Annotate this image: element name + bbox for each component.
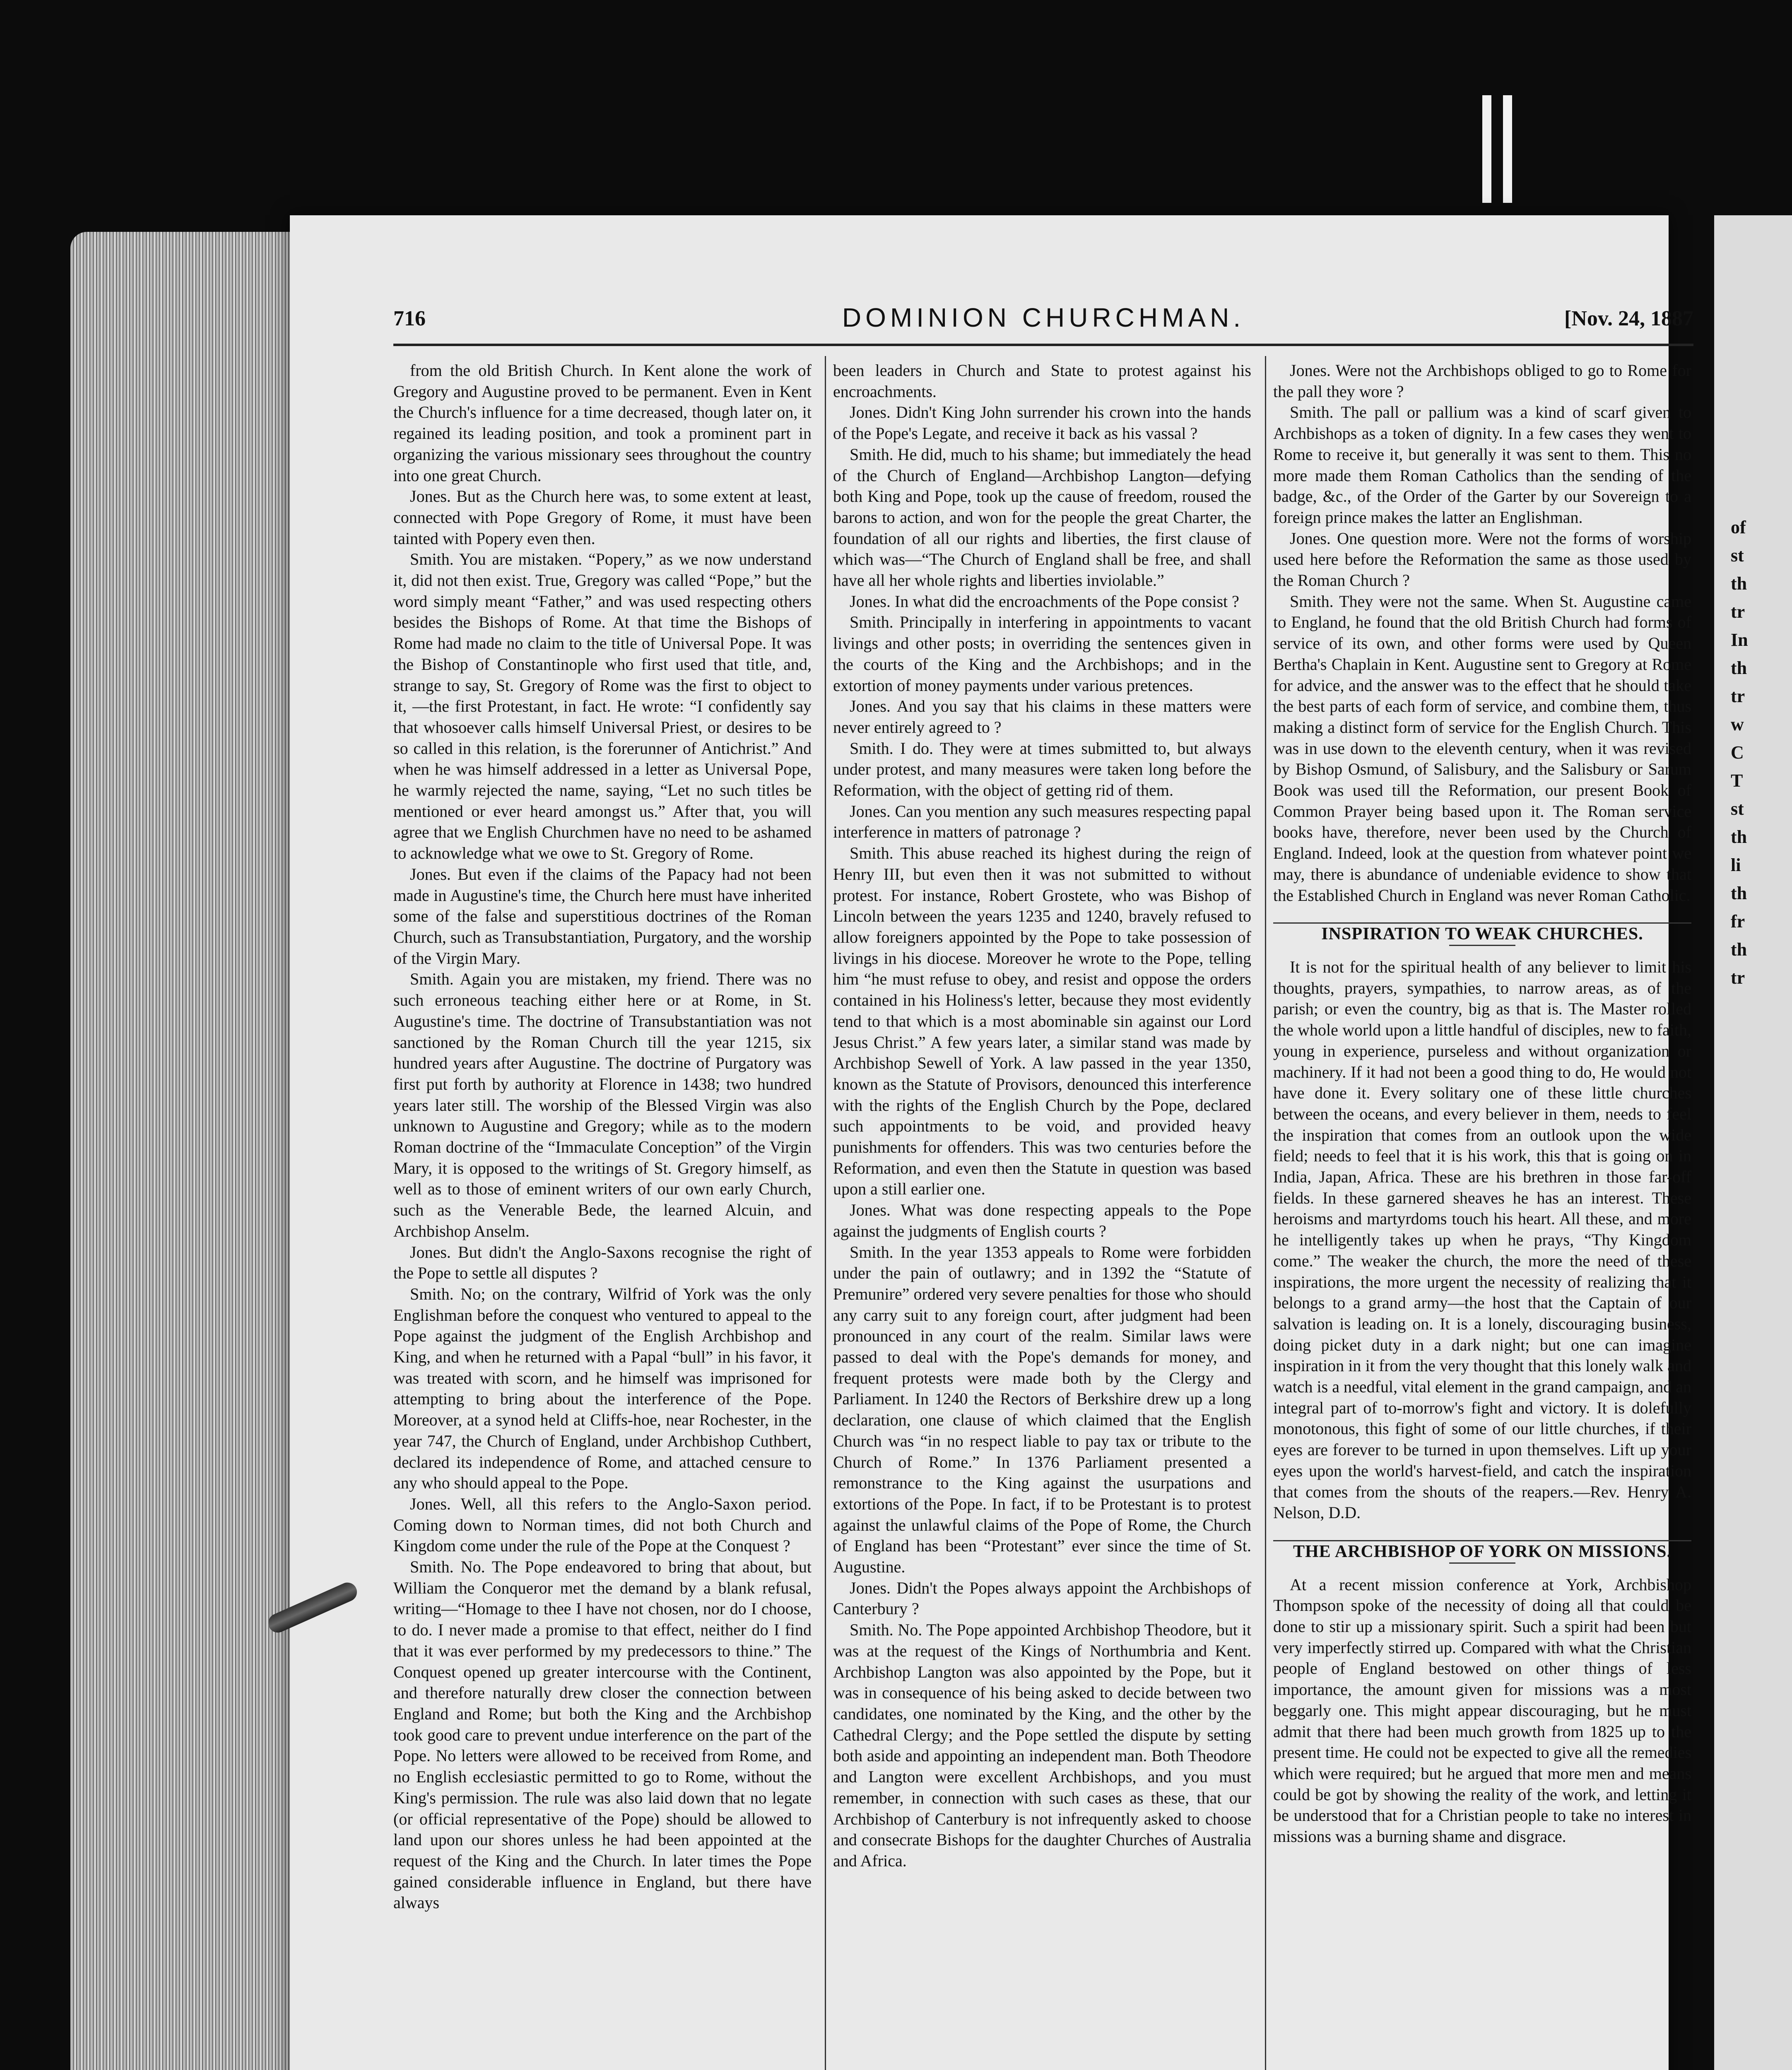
column-3 [1273, 360, 1691, 1847]
facing-page-fragment: w [1731, 714, 1744, 734]
facing-page-strip [1714, 215, 1792, 2070]
facing-page-fragment: fr [1731, 911, 1745, 932]
paragraph: Jones. In what did the encroachments of the Pope consist ? [850, 592, 1239, 611]
issue-date: [Nov. 24, 1887 [1564, 307, 1693, 330]
facing-page-fragment: T [1731, 770, 1743, 791]
facing-page-fragment: C [1731, 742, 1744, 763]
paragraph: Smith. The pall or pallium was a kind of scarf given to Archbishops as a token of dignity. In a few cases they went to Rome to receive it, but generally it was sent to them. This no more made them Roman Catholics than the sending of the badge, &c., of the Order of the Garter by our Sovereign to a foreign prince makes the latter an Englishman. [1273, 403, 1691, 527]
paragraph: Smith. Principally in interfering in appointments to vacant livings and other posts; in overriding the sentences given in the courts of the King and the Archbishops; and in the extortion of money payments under various pretences. [833, 613, 1251, 695]
heading-rule [1449, 1562, 1515, 1564]
paragraph: Jones. Well, all this refers to the Anglo-Saxon period. Coming down to Norman times, did not both Church and Kingdom come under the rule of the Pope at the Conquest ? [393, 1494, 812, 1555]
paragraph: Jones. One question more. Were not the forms of worship used here before the Reformation the same as those used by the Roman Church ? [1273, 529, 1691, 590]
column-1 [393, 360, 812, 1914]
book-page-edges [70, 232, 302, 2070]
article-body: It is not for the spiritual health of any believer to limit his thoughts, prayers, sympathies, to narrow areas, as of the parish; or even the country, big as that is. The Master rolled the whole world upon a little handful of disciples, new to faith, young in experience, purseless and without organization or machinery. If it had not been a good thing to do, He would not have done it. Every solitary one of these little churches between the oceans, and every believer in them, needs to feel the inspiration that comes from an outlook upon the wide field; needs to feel that it is his work, this that is going on in India, Japan, Africa. These are his brethren in those far-off fields. In these garnered sheaves he has an interest. These heroisms and martyrdoms touch his heart. All these, and more he intelligently takes up when he prays, “Thy Kingdom come.” The weaker the church, the more the need of these inspirations, the more urgent the necessity of realizing that it belongs to a grand army—the host that the Captain of our salvation is leading on. It is a lonely, discouraging business, doing picket duty in a dark night; but one can imagine inspiration in it from the very thought that this lonely walk and watch is a needful, vital element in the grand campaign, and an integral part of to-morrow's fight and victory. It is dolefully monotonous, this fight of some of our little churches, if their eyes are forever to be turned in upon themselves. Lift up your eyes upon the world's harvest-field, and catch the inspiration that comes from the shouts of the reapers.—Rev. Henry A. Nelson, D.D. [1273, 957, 1691, 1522]
facing-page-fragment: th [1731, 827, 1747, 847]
paragraph: Smith. You are mistaken. “Popery,” as we now understand it, did not then exist. True, Gregory was called “Pope,” but the word simply meant “Father,” and was used respecting others besides the Bishops of Rome. At that time the Bishops of Rome had made no claim to the title of Universal Pope. It was the Bishop of Constantinople who first used that title, and, strange to say, St. Gregory of Rome was the first to object to it, —the first Protestant, in fact. He wrote: “I confidently say that whosoever calls himself Universal Priest, or desires to be so called in this relation, is the forerunner of Antichrist.” And when he was himself addressed in a letter as Universal Pope, he warmly rejected the name, saying, “Let no such titles be mentioned or ever heard amongst us.” After that, you will agree that we English Churchmen have no need to be ashamed to acknowledge what we owe to St. Gregory of Rome. [393, 550, 812, 863]
facing-page-fragment: st [1731, 799, 1744, 819]
paragraph: Jones. What was done respecting appeals to the Pope against the judgments of English courts ? [833, 1201, 1251, 1240]
paragraph: Jones. And you say that his claims in these matters were never entirely agreed to ? [833, 697, 1251, 737]
paragraph: Smith. In the year 1353 appeals to Rome were forbidden under the pain of outlawry; and in 1392 the “Statute of Premunire” ordered very severe penalties for those who should any carry suit to any foreign court, after judgment had been pronounced in any court of the realm. Similar laws were passed to deal with the Pope's demands for money, and frequent protests were made both by the Clergy and Parliament. In 1240 the Rectors of Berkshire drew up a long declaration, one clause of which claimed that the English Church was “in no respect liable to pay tax or tribute to the Church of Rome.” In 1376 Parliament presented a remonstrance to the King against the usurpations and extortions of the Pope. In fact, if to be Protestant is to protest against the unlawful claims of the Pope of Rome, the Church of England has been “Protestant” ever since the time of St. Augustine. [833, 1242, 1251, 1577]
paragraph: Smith. No. The Pope appointed Archbishop Theodore, but it was at the request of the Kings of Northumbria and Kent. Archbishop Langton was also appointed by the Pope, but it was in consequence of his being asked to decide between two candidates, one nominated by the King, and the other by the Cathedral Clergy; and the Pope settled the dispute by setting both aside and appointing an independent man. Both Theodore and Langton were excellent Archbishops, and you must remember, in connection with such cases as these, that our Archbishop of Canterbury is not infrequently asked to choose and consecrate Bishops for the daughter Churches of Australia and Africa. [833, 1620, 1251, 1870]
facing-page-fragment: tr [1731, 968, 1745, 988]
paragraph: Jones. Didn't King John surrender his crown into the hands of the Pope's Legate, and receive it back as his vassal ? [833, 403, 1251, 443]
heading-rule [1449, 945, 1515, 946]
paragraph: Jones. Didn't the Popes always appoint the Archbishops of Canterbury ? [833, 1578, 1251, 1618]
paragraph: Smith. I do. They were at times submitted to, but always under protest, and many measures were taken long before the Reformation, with the object of getting rid of them. [833, 739, 1251, 800]
facing-page-fragment: th [1731, 883, 1747, 903]
paragraph: Smith. No. The Pope endeavored to bring that about, but William the Conqueror met the demand by a blank refusal, writing—“Homage to thee I have not chosen, nor do I choose, to do. I never made a promise to that effect, neither do I find that it was ever performed by my predecessors to thine.” The Conquest opened up greater intercourse with the Continent, and therefore naturally drew closer the connection between England and Rome; but both the King and the Archbishop took good care to prevent undue interference on the part of the Pope. No letters were allowed to be received from Rome, and no English ecclesiastic permitted to go to Rome, without the King's permission. The rule was also laid down that no legate (or official representative of the Pope) should be allowed to land upon our shores unless he had been appointed at the request of the King and the Church. In later times the Pope gained considerable influence in England, but there have always [393, 1557, 812, 1912]
paragraph: Smith. This abuse reached its highest during the reign of Henry III, but even then it was not submitted to without protest. For instance, Robert Grostete, who was Bishop of Lincoln between the years 1235 and 1240, bravely refused to allow foreigners appointed by the Pope to take possession of livings in his diocese. Moreover he wrote to the Pope, telling him “he must refuse to obey, and resist and oppose the orders contained in his Holiness's letter, because they most evidently tend to that which is a most abominable sin against our Lord Jesus Christ.” A few years later, a similar stand was made by Archbishop Sewell of York. A law passed in the year 1350, known as the Statute of Provisors, denounced this interference with the rights of the English Church by the Pope, declared such appointments to be void, and provided heavy punishments for offenders. This was two centuries before the Reformation, and even then the Statute in question was based upon a still earlier one. [833, 844, 1251, 1199]
article-heading: THE ARCHBISHOP OF YORK ON MISSIONS. [1293, 1542, 1672, 1561]
page-number: 716 [393, 307, 426, 330]
article-body: At a recent mission conference at York, Archbishop Thompson spoke of the necessity of doing all that could be done to stir up a missionary spirit. Such a spirit had been but very imperfectly stirred up. Compared with what the Christian people of England bestowed on other things of less importance, the amount given for missions was a most beggarly one. This might appear discouraging, but he must admit that there had been much growth from 1825 up to the present time. He could not be expected to give all the remedies which were required; but he argued that more men and means could be got by showing the reality of the work, and letting it be understood that for a Christian people to take no interest in missions was a burning shame and disgrace. [1273, 1575, 1691, 1846]
facing-page-fragment: tr [1731, 602, 1745, 622]
paragraph: been leaders in Church and State to protest against his encroachments. [833, 361, 1251, 401]
facing-page-fragment: of [1731, 517, 1746, 537]
column-divider [825, 356, 826, 2070]
paragraph: Smith. Again you are mistaken, my friend. There was no such erroneous teaching either here or at Rome, in St. Augustine's time. The doctrine of Transubstantiation was not sanctioned by the Roman Church till the year 1215, six hundred years after Augustine. The doctrine of Purgatory was first put forth by authority at Florence in 1438; two hundred years later still. The worship of the Blessed Virgin was also unknown to Augustine and Gregory; while as to the modern Roman doctrine of the “Immaculate Conception” of the Virgin Mary, it is opposed to the writings of St. Gregory himself, as well as to those of eminent writers of our own early Church, such as the Venerable Bede, the learned Alcuin, and Archbishop Anselm. [393, 970, 812, 1240]
page-header [393, 302, 1693, 339]
column-divider [1265, 356, 1266, 2070]
facing-page-fragment: th [1731, 573, 1747, 594]
facing-page-fragment: tr [1731, 686, 1745, 706]
article-heading: INSPIRATION TO WEAK CHURCHES. [1321, 924, 1643, 944]
paragraph: Smith. No; on the contrary, Wilfrid of York was the only Englishman before the conquest who ventured to appeal to the Pope against the judgment of the English Archbishop and King, and when he returned with a Papal “bull” in his favor, it was treated with scorn, and he himself was imprisoned for attempting to bring about the interference of the Pope. Moreover, at a synod held at Cliffs-hoe, near Rochester, in the year 747, the Church of England, under Archbishop Cuthbert, declared its independence of Rome, and attached censure to any who should appeal to the Pope. [393, 1284, 812, 1492]
paragraph: from the old British Church. In Kent alone the work of Gregory and Augustine proved to be permanent. Even in Kent the Church's influence for a time decreased, though later on, it regained its leading position, and took a prominent part in organizing the various missionary sees throughout the country into one great Church. [393, 361, 812, 485]
paragraph: Jones. Can you mention any such measures respecting papal interference in matters of patronage ? [833, 802, 1251, 842]
facing-page-fragment: In [1731, 630, 1748, 650]
facing-page-fragment: li [1731, 855, 1741, 875]
column-2 [833, 360, 1251, 1872]
paragraph: Smith. He did, much to his shame; but immediately the head of the Church of England—Archbishop Langton—defying both King and Pope, took up the cause of freedom, roused the barons to action, and won for the people the great Charter, the foundation of all our rights and liberties, the first clause of which was—“The Church of England shall be free, and shall have all her whole rights and liberties inviolable.” [833, 445, 1251, 590]
paragraph: Smith. They were not the same. When St. Augustine came to England, he found that the old British Church had forms of service of its own, and other forms were used by Queen Bertha's Chaplain in Kent. Augustine sent to Gregory at Rome for advice, and the answer was to the effect that he should take the best parts of each form of service, and combine them, thus making a distinct form of service for the English Church. This was in use down to the eleventh century, when it was revised by Bishop Osmund, of Salisbury, and the Salisbury or Sarum Book was used till the Reformation, our present Book of Common Prayer being based upon it. The Roman service books have, therefore, never been used by the Church of England. Indeed, look at the question from whatever point we may, there is abundance of undeniable evidence to show that the Established Church in England was never Roman Catholic. [1273, 592, 1691, 905]
masthead: DOMINION CHURCHMAN. [842, 303, 1245, 332]
header-rule [393, 344, 1693, 346]
facing-page-fragment: th [1731, 658, 1747, 678]
paragraph: Jones. Were not the Archbishops obliged to go to Rome for the pall they wore ? [1273, 361, 1691, 401]
paragraph: Jones. But as the Church here was, to some extent at least, connected with Pope Gregory of Rome, it must have been tainted with Popery even then. [393, 487, 812, 548]
paragraph: Jones. But didn't the Anglo-Saxons recognise the right of the Pope to settle all disputes ? [393, 1242, 812, 1283]
facing-page-fragment: th [1731, 939, 1747, 960]
paragraph: Jones. But even if the claims of the Papacy had not been made in Augustine's time, the Church here must have inherited some of the false and superstitious doctrines of the Roman Church, such as Transubstantiation, Purgatory, and the worship of the Virgin Mary. [393, 864, 812, 968]
facing-page-fragment: st [1731, 545, 1744, 566]
